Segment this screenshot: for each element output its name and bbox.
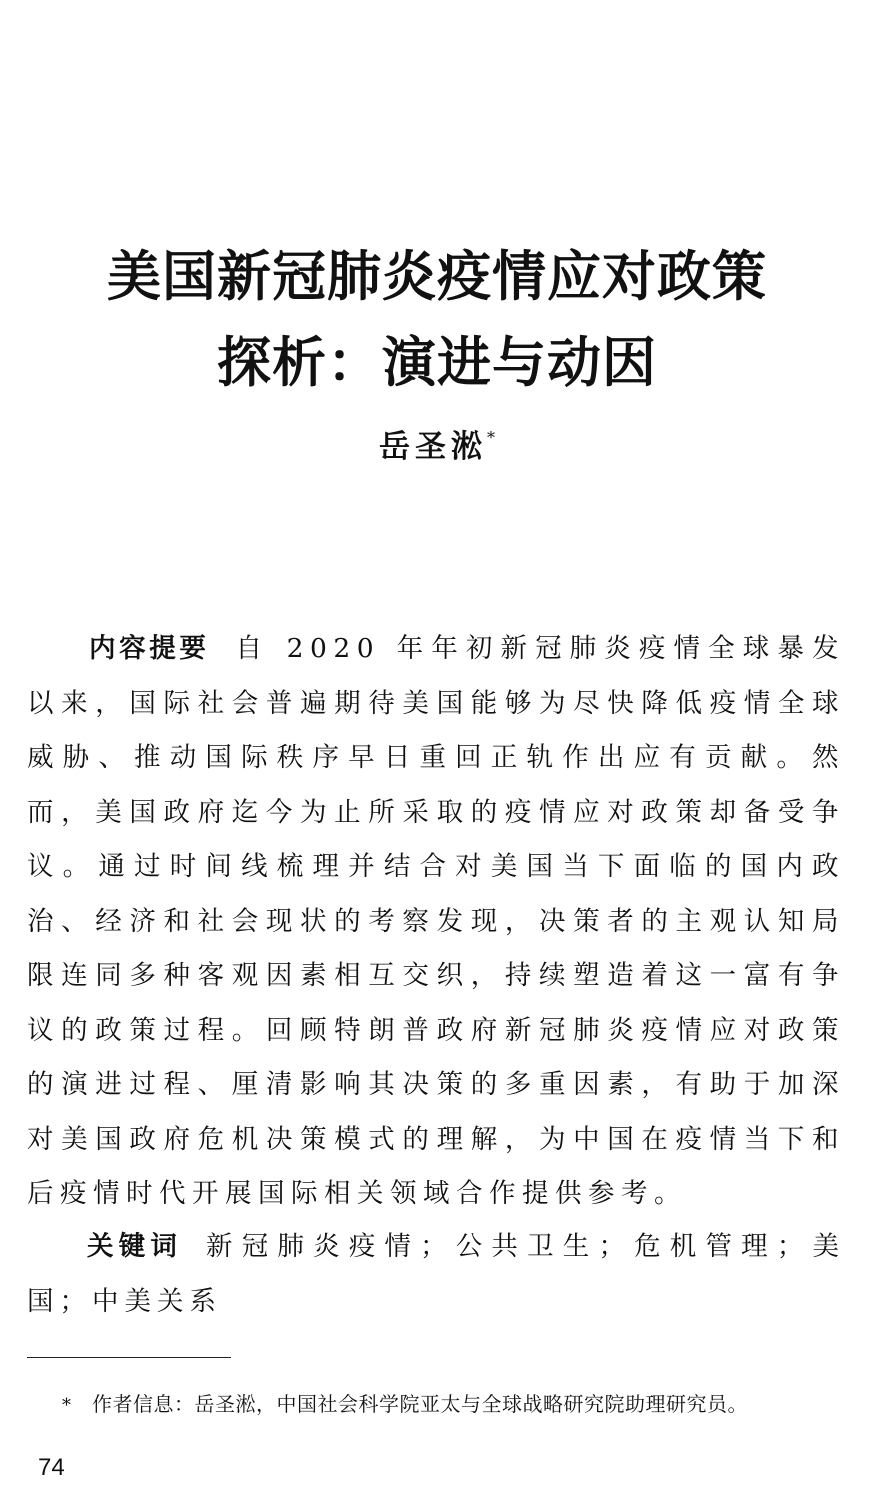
abstract-paragraph (27, 622, 845, 1222)
author-name: 岳圣淞 (379, 429, 487, 465)
footnote-marker: * (62, 1395, 72, 1416)
abstract-label: 内容提要 (89, 633, 210, 664)
keywords-paragraph (27, 1220, 845, 1329)
footnote-divider (27, 1357, 231, 1358)
footnote-text: 作者信息：岳圣淞，中国社会科学院亚太与全球战略研究院助理研究员。 (92, 1392, 748, 1416)
abstract-text: 自 2020 年年初新冠肺炎疫情全球暴发以来，国际社会普遍期待美国能够为尽快降低疫情全球威胁、推动国际秩序早日重回正轨作出应有贡献。然而，美国政府迄今为止所采取的疫情应对政策却备受争议。通过时间线梳理并结合对美国当下面临的国内政治、经济和社会现状的考察发现，决策者的主观认知局限连同多种客观因素相互交织，持续塑造着这一富有争议的政策过程。回顾特朗普政府新冠肺炎疫情应对政策的演进过程、厘清影响其决策的多重因素，有助于加深对美国政府危机决策模式的理解，为中国在疫情当下和后疫情时代开展国际相关领域合作提供参考。 (27, 633, 845, 1209)
author (0, 430, 874, 463)
title-line-1: 美国新冠肺炎疫情应对政策 (107, 245, 767, 308)
keywords-label: 关键词 (87, 1231, 183, 1262)
footnote (62, 1392, 748, 1417)
title-line-2: 探析：演进与动因 (217, 331, 657, 394)
author-footnote-marker: * (487, 428, 495, 447)
page-number: 74 (38, 1454, 65, 1481)
keywords-text: 新冠肺炎疫情；公共卫生；危机管理；美国；中美关系 (27, 1231, 846, 1317)
